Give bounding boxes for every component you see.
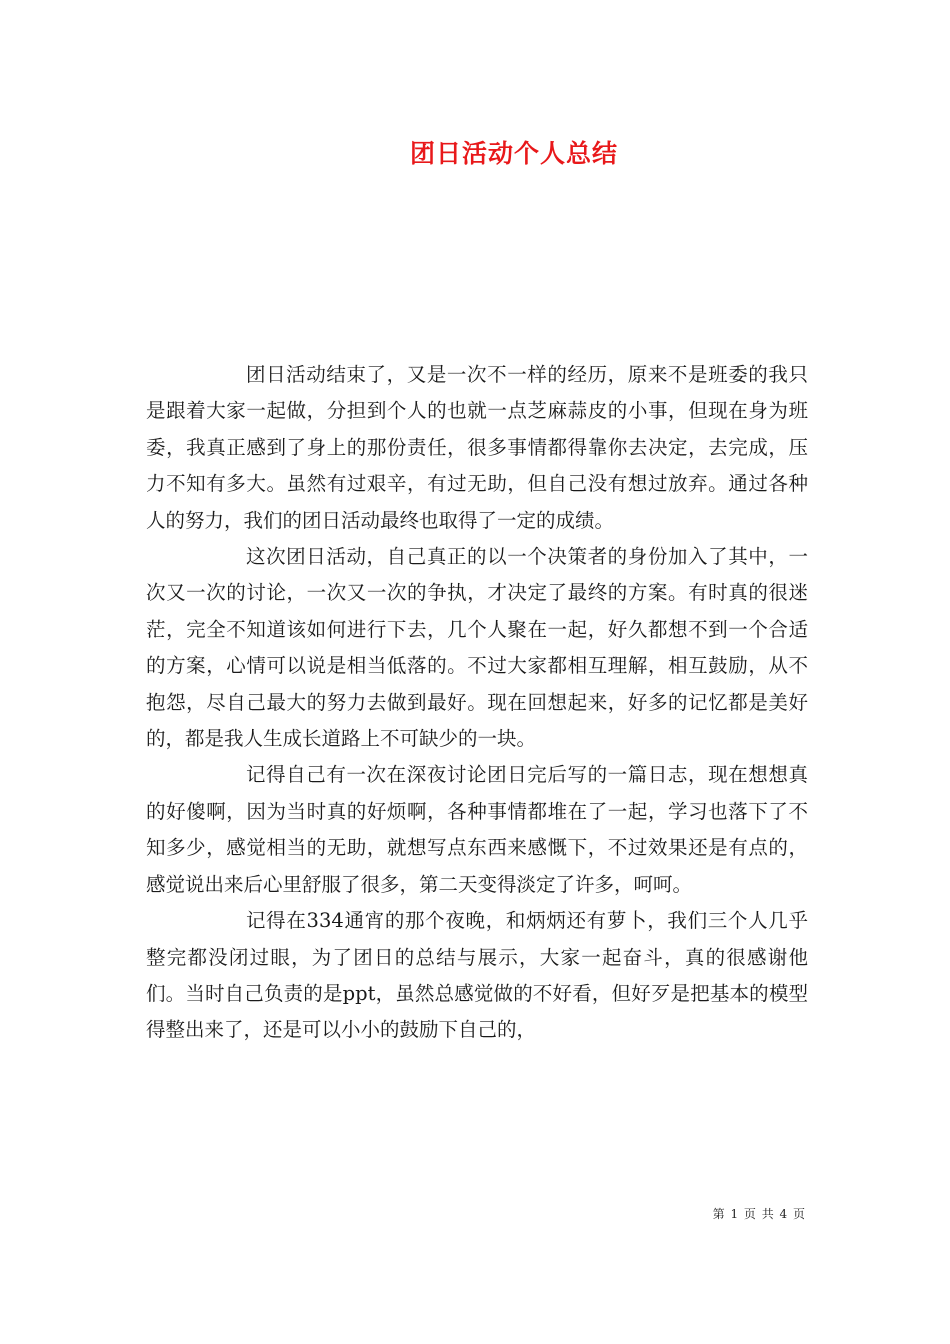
document-title: 团日活动个人总结 bbox=[409, 139, 618, 168]
paragraph-1: 团日活动结束了，又是一次不一样的经历，原来不是班委的我只是跟着大家一起做，分担到个人的也就一点芝麻蒜皮的小事，但现在身为班委，我真正感到了身上的那份责任，很多事情都得靠你去决定，去完成，压力不知有多大。虽然有过艰辛，有过无助，但自己没有想过放弃。通过各种人的努力，我们的团日活动最终也取得了一定的成绩。 bbox=[146, 363, 808, 532]
paragraph-2: 这次团日活动，自己真正的以一个决策者的身份加入了其中，一次又一次的讨论，一次又一次的争执，才决定了最终的方案。有时真的很迷茫，完全不知道该如何进行下去，几个人聚在一起，好久都想不到一个合适的方案，心情可以说是相当低落的。不过大家都相互理解，相互鼓励，从不抱怨，尽自己最大的努力去做到最好。现在回想起来，好多的记忆都是美好的，都是我人生成长道路上不可缺少的一块。 bbox=[146, 545, 808, 751]
page-number-footer: 第 1 页 共 4 页 bbox=[712, 1207, 806, 1221]
paragraph-3: 记得自己有一次在深夜讨论团日完后写的一篇日志，现在想想真的好傻啊，因为当时真的好烦啊，各种事情都堆在了一起，学习也落下了不知多少，感觉相当的无助，就想写点东西来感慨下，不过效果还是有点的，感觉说出来后心里舒服了很多，第二天变得淡定了许多，呵呵。 bbox=[146, 763, 808, 896]
paragraph-4: 记得在334通宵的那个夜晚，和炳炳还有萝卜，我们三个人几乎整完都没闭过眼，为了团日的总结与展示，大家一起奋斗，真的很感谢他们。当时自己负责的是ppt，虽然总感觉做的不好看，但好歹是把基本的模型得整出来了，还是可以小小的鼓励下自己的， bbox=[146, 909, 808, 1042]
document-body bbox=[146, 357, 808, 1049]
